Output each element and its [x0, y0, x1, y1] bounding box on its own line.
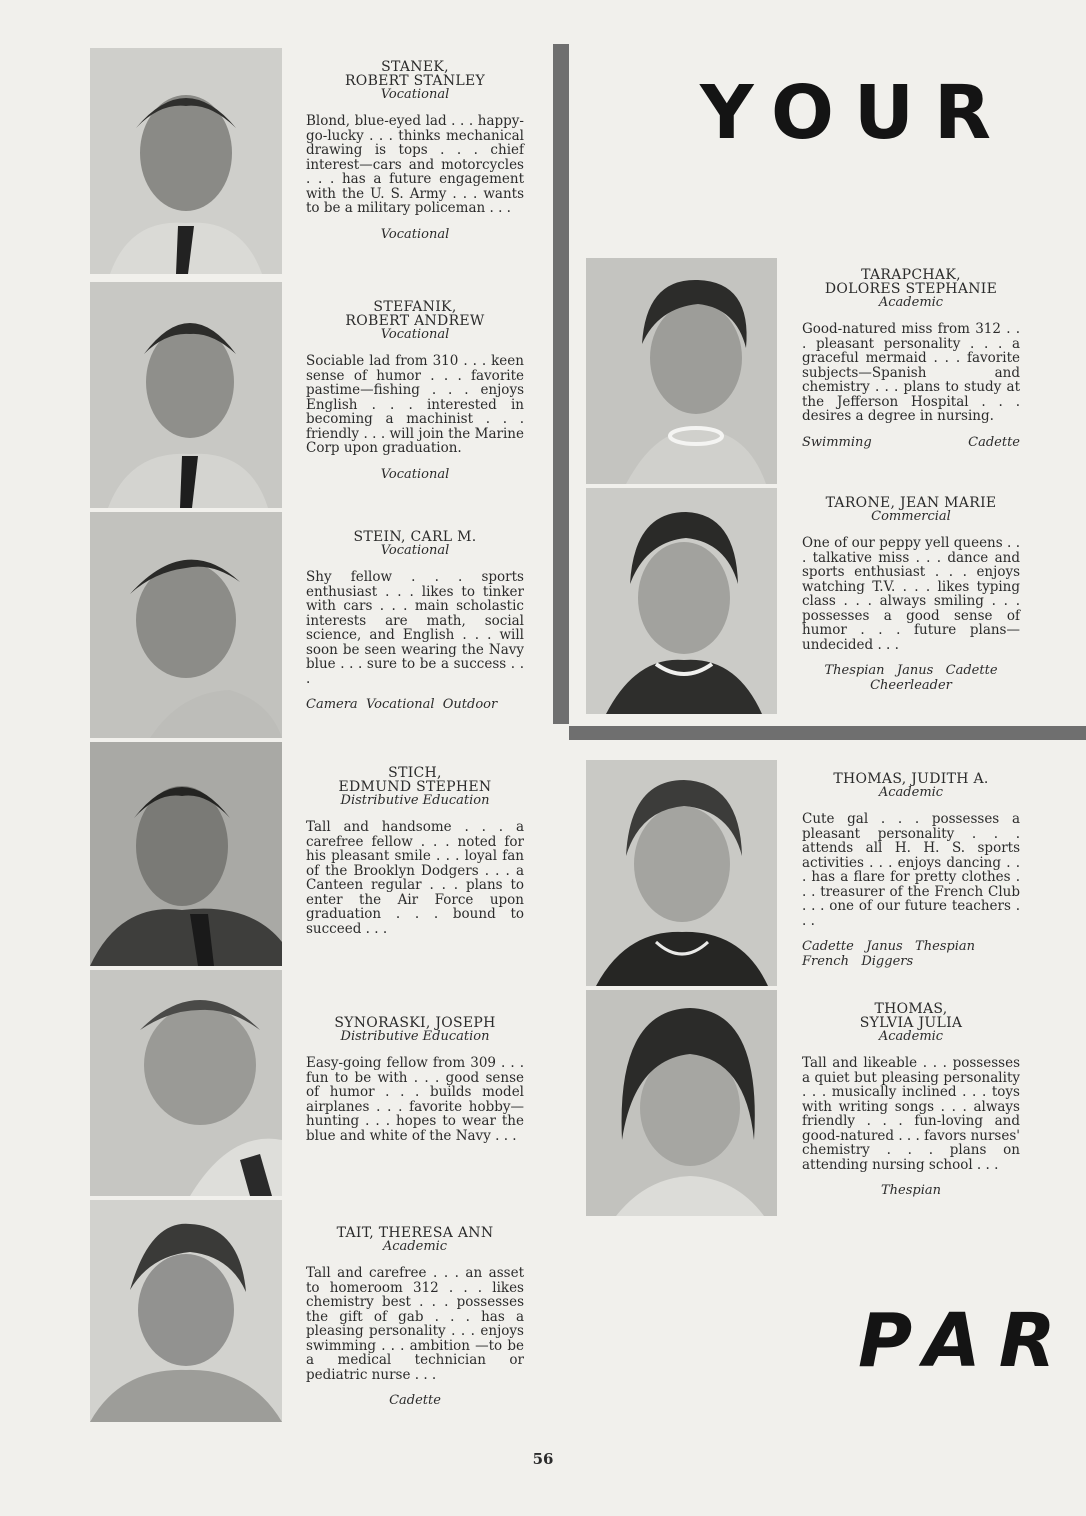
student-name: THOMAS, JUDITH A. [833, 771, 989, 787]
student-entry [802, 268, 1020, 450]
student-entry [802, 1002, 1020, 1199]
student-activities: Vocational [380, 226, 450, 242]
student-activities: Thespian [880, 1183, 941, 1198]
student-course: Academic [878, 785, 944, 800]
student-course: Commercial [871, 509, 951, 524]
student-bio: Tall and likeable . . . possesses a quiet but pleasing personality . . . musically inclined . . . toys with writing songs . . . always friendly . . . fun-loving and good-natured . . . favors nurses' chemistry . . . plans on attending nursing school . . . [802, 1055, 1020, 1173]
student-name: STEFANIK, ROBERT ANDREW [345, 299, 485, 329]
student-activities: Thespian Janus Cadette [824, 663, 998, 678]
page-number: 56 [532, 1450, 554, 1468]
portrait-photo [90, 742, 282, 966]
student-bio: Sociable lad from 310 . . . keen sense of humor . . . favorite pastime—fishing . . . enjoys English . . . interested in becoming a machinist . . . friendly . . . will join the Marine Corp upon graduation. [306, 353, 524, 456]
student-course: Vocational [380, 87, 450, 102]
student-name: STICH, EDMUND STEPHEN [338, 765, 492, 795]
headline-bottom: PAR [858, 1298, 1074, 1384]
student-course: Vocational [380, 327, 450, 342]
student-course: Distributive Education [340, 1029, 490, 1044]
portrait-photo [90, 48, 282, 274]
student-bio: Shy fellow . . . sports enthusiast . . . likes to tinker with cars . . . main scholastic interests are math, social science, and English . . . will soon be seen wearing the Navy blue . . . sure to be a success . . . [306, 569, 524, 687]
student-activities: Cadette Janus Thespian [802, 939, 976, 954]
student-entry [306, 766, 524, 936]
student-entry [306, 1226, 524, 1409]
student-course: Academic [382, 1239, 448, 1254]
headline-top: YOUR [700, 70, 1011, 156]
student-name: TARAPCHAK, DOLORES STEPHANIE [824, 267, 998, 297]
student-entry [306, 530, 524, 713]
activity-right: Cadette [968, 434, 1020, 450]
portrait-photo [586, 488, 777, 714]
activity-left: Swimming [802, 434, 872, 450]
student-activities: Cadette [389, 1393, 441, 1408]
student-name: TARONE, JEAN MARIE [825, 495, 997, 511]
student-activities: Vocational [380, 466, 450, 482]
student-bio: Cute gal . . . possesses a pleasant personality . . . attends all H. H. S. sports activities . . . enjoys dancing . . . has a flare for pretty clothes . . . treasurer of the French Club . . . one of our future teachers . . . [802, 811, 1020, 929]
student-name: THOMAS, SYLVIA JULIA [859, 1001, 963, 1031]
student-entry [306, 1016, 524, 1143]
student-name: SYNORASKI, JOSEPH [334, 1015, 496, 1031]
student-entry [802, 772, 1020, 969]
portrait-photo [90, 512, 282, 738]
student-course: Academic [878, 295, 944, 310]
portrait-photo [90, 282, 282, 508]
portrait-photo [586, 760, 777, 986]
student-course: Vocational [380, 543, 450, 558]
student-bio: Tall and handsome . . . a carefree fellow . . . noted for his pleasant smile . . . loyal fan of the Brooklyn Dodgers . . . a Canteen regular . . . plans to enter the Air Force upon graduation . . . bound to succeed . . . [306, 819, 524, 937]
student-course: Distributive Education [340, 793, 490, 808]
student-bio: Blond, blue-eyed lad . . . happy-go-lucky . . . thinks mechanical drawing is tops . . . chief interest—cars and motorcycles . . . has a future engagement with the U. S. Army . . . wants to be a military policeman . . . [306, 113, 524, 216]
student-bio: Tall and carefree . . . an asset to homeroom 312 . . . likes chemistry best . . . possesses the gift of gab . . . has a pleasing personality . . . enjoys swimming . . . ambition —to be a medical technician or pediatric nurse . . . [306, 1265, 524, 1383]
portrait-photo [586, 258, 777, 484]
student-activities-2: French Diggers [802, 953, 914, 969]
divider-bar-vertical [553, 44, 569, 724]
divider-bar-horizontal [569, 726, 1086, 740]
student-name: TAIT, THERESA ANN [336, 1225, 494, 1241]
student-entry [306, 300, 524, 482]
portrait-photo [90, 1200, 282, 1422]
student-activities: Camera Vocational Outdoor [306, 697, 498, 712]
student-bio: Good-natured miss from 312 . . . pleasant personality . . . a graceful mermaid . . . favorite subjects—Spanish and chemistry . . . plans to study at the Jefferson Hospital . . . desires a degree in nursing. [802, 321, 1020, 424]
student-entry [802, 496, 1020, 693]
student-bio: One of our peppy yell queens . . . talkative miss . . . dance and sports enthusiast . . . enjoys watching T.V. . . . likes typing class . . . always smiling . . . possesses a good sense of humor . . . future plans—undecided . . . [802, 535, 1020, 653]
student-name: STANEK, ROBERT STANLEY [344, 59, 486, 89]
portrait-photo [586, 990, 777, 1216]
student-course: Academic [878, 1029, 944, 1044]
student-bio: Easy-going fellow from 309 . . . fun to be with . . . good sense of humor . . . builds model airplanes . . . favorite hobby—hunting . . . hopes to wear the blue and white of the Navy . . . [306, 1055, 524, 1144]
student-activities [802, 436, 1020, 451]
portrait-photo [90, 970, 282, 1196]
student-name: STEIN, CARL M. [353, 529, 477, 545]
student-activities-2: Cheerleader [870, 677, 952, 693]
student-entry [306, 60, 524, 242]
